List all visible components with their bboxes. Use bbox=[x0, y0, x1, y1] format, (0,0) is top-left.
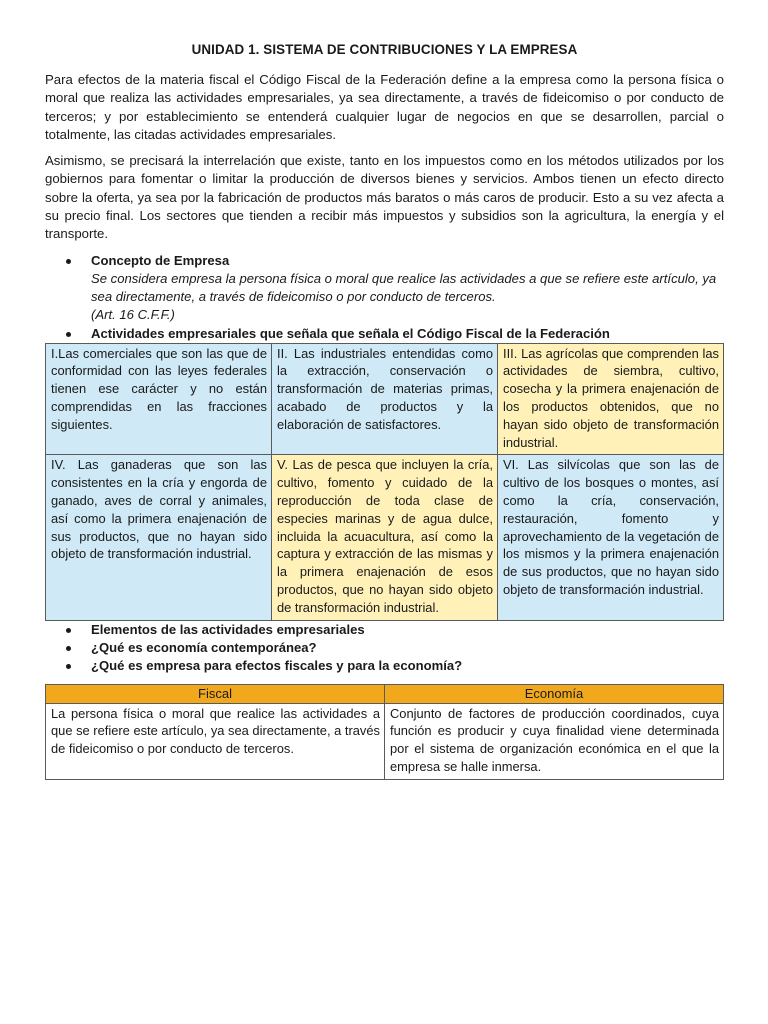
bullet-icon bbox=[66, 628, 71, 633]
concept-item bbox=[45, 252, 724, 270]
header-economia: Economía bbox=[385, 684, 724, 703]
questions-list bbox=[45, 621, 724, 675]
intro-paragraph-1: Para efectos de la materia fiscal el Código Fiscal de la Federación define a la empresa como la persona física o moral que realiza las actividades empresariales, ya sea directamente, a través de fideicomiso o por conducto de terceros; y por establecimiento se entenderá cualquier lugar de negocios en que se desarrollen, parcial o totalmente, las citadas actividades empresariales. bbox=[45, 72, 724, 142]
activity-cell-silvicolas: VI. Las silvícolas que son las de cultivo de los bosques o montes, así como la cría, conservación, restauración, fomento y aprovechamiento de la vegetación de los mismos y la primera enajenación de sus productos, que no hayan sido objeto de transformación industrial. bbox=[498, 455, 724, 620]
table-header-row bbox=[46, 684, 724, 703]
concept-reference: (Art. 16 C.F.F.) bbox=[91, 307, 175, 323]
question-text: ¿Qué es economía contemporánea? bbox=[91, 639, 317, 655]
header-fiscal: Fiscal bbox=[46, 684, 385, 703]
comparison-table bbox=[45, 684, 724, 780]
concept-definition-block bbox=[45, 270, 724, 325]
document-title: UNIDAD 1. SISTEMA DE CONTRIBUCIONES Y LA EMPRESA bbox=[191, 42, 578, 57]
table-row bbox=[46, 343, 724, 455]
list-item bbox=[45, 657, 724, 675]
concept-definition: Se considera empresa la persona física o moral que realice las actividades a que se refiere este artículo, ya sea directamente, a través de fideicomiso o por conducto de terceros. bbox=[91, 270, 717, 304]
activities-section bbox=[45, 325, 724, 343]
activities-table bbox=[45, 343, 724, 621]
intro-paragraph-2: Asimismo, se precisará la interrelación que existe, tanto en los impuestos como en los métodos utilizados por los gobiernos para fomentar o limitar la producción de diversos bienes y servicios. Ambos tienen un efecto directo sobre la oferta, ya sea por la fabricación de productos más baratos o más caros de producir. Esto a su vez afecta a su precio final. Los sectores que tienden a recibir más impuestos y subsidios son la agricultura, la energía y el transporte. bbox=[45, 153, 724, 242]
list-item bbox=[45, 639, 724, 657]
table-row bbox=[46, 703, 724, 779]
bullet-icon bbox=[66, 646, 71, 651]
activity-cell-pesca: V. Las de pesca que incluyen la cría, cultivo, fomento y cuidado de la reproducción de toda clase de especies marinas y de agua dulce, incluida la acuacultura, así como la captura y extracción de las mismas y la primera enajenación de esos productos, que no hayan sido objeto de transformación industrial. bbox=[272, 455, 498, 620]
activities-heading: Actividades empresariales que señala que señala el Código Fiscal de la Federación bbox=[91, 325, 610, 341]
concept-heading: Concepto de Empresa bbox=[91, 252, 230, 268]
activity-cell-agricolas: III. Las agrícolas que comprenden las actividades de siembra, cultivo, cosecha y la primera enajenación de los productos obtenidos, que no hayan sido objeto de transformación industrial. bbox=[498, 343, 724, 455]
bullet-icon bbox=[66, 259, 71, 264]
concept-section bbox=[45, 252, 724, 270]
activities-item bbox=[45, 325, 724, 343]
activity-cell-industriales: II. Las industriales entendidas como la extracción, conservación o transformación de materias primas, acabado de productos y la elaboración de satisfactores. bbox=[272, 343, 498, 455]
activity-cell-comerciales: I.Las comerciales que son las que de conformidad con las leyes federales tienen ese carácter y no están comprendidas en las fracciones siguientes. bbox=[46, 343, 272, 455]
cell-fiscal: La persona física o moral que realice las actividades a que se refiere este artículo, ya sea directamente, a través de fideicomiso o por conducto de terceros. bbox=[46, 703, 385, 779]
question-text: Elementos de las actividades empresariales bbox=[91, 621, 365, 637]
bullet-icon bbox=[66, 332, 71, 337]
table-row bbox=[46, 455, 724, 620]
list-item bbox=[45, 621, 724, 639]
activity-cell-ganaderas: IV. Las ganaderas que son las consistentes en la cría y engorda de ganado, aves de corral y animales, así como la primera enajenación de sus productos, que no hayan sido objeto de transformación industrial. bbox=[46, 455, 272, 620]
question-text: ¿Qué es empresa para efectos fiscales y para la economía? bbox=[91, 657, 463, 673]
cell-economia: Conjunto de factores de producción coordinados, cuya función es producir y cuya finalidad viene determinada por el sistema de organización económica en el que la empresa se halle inmersa. bbox=[385, 703, 724, 779]
bullet-icon bbox=[66, 664, 71, 669]
